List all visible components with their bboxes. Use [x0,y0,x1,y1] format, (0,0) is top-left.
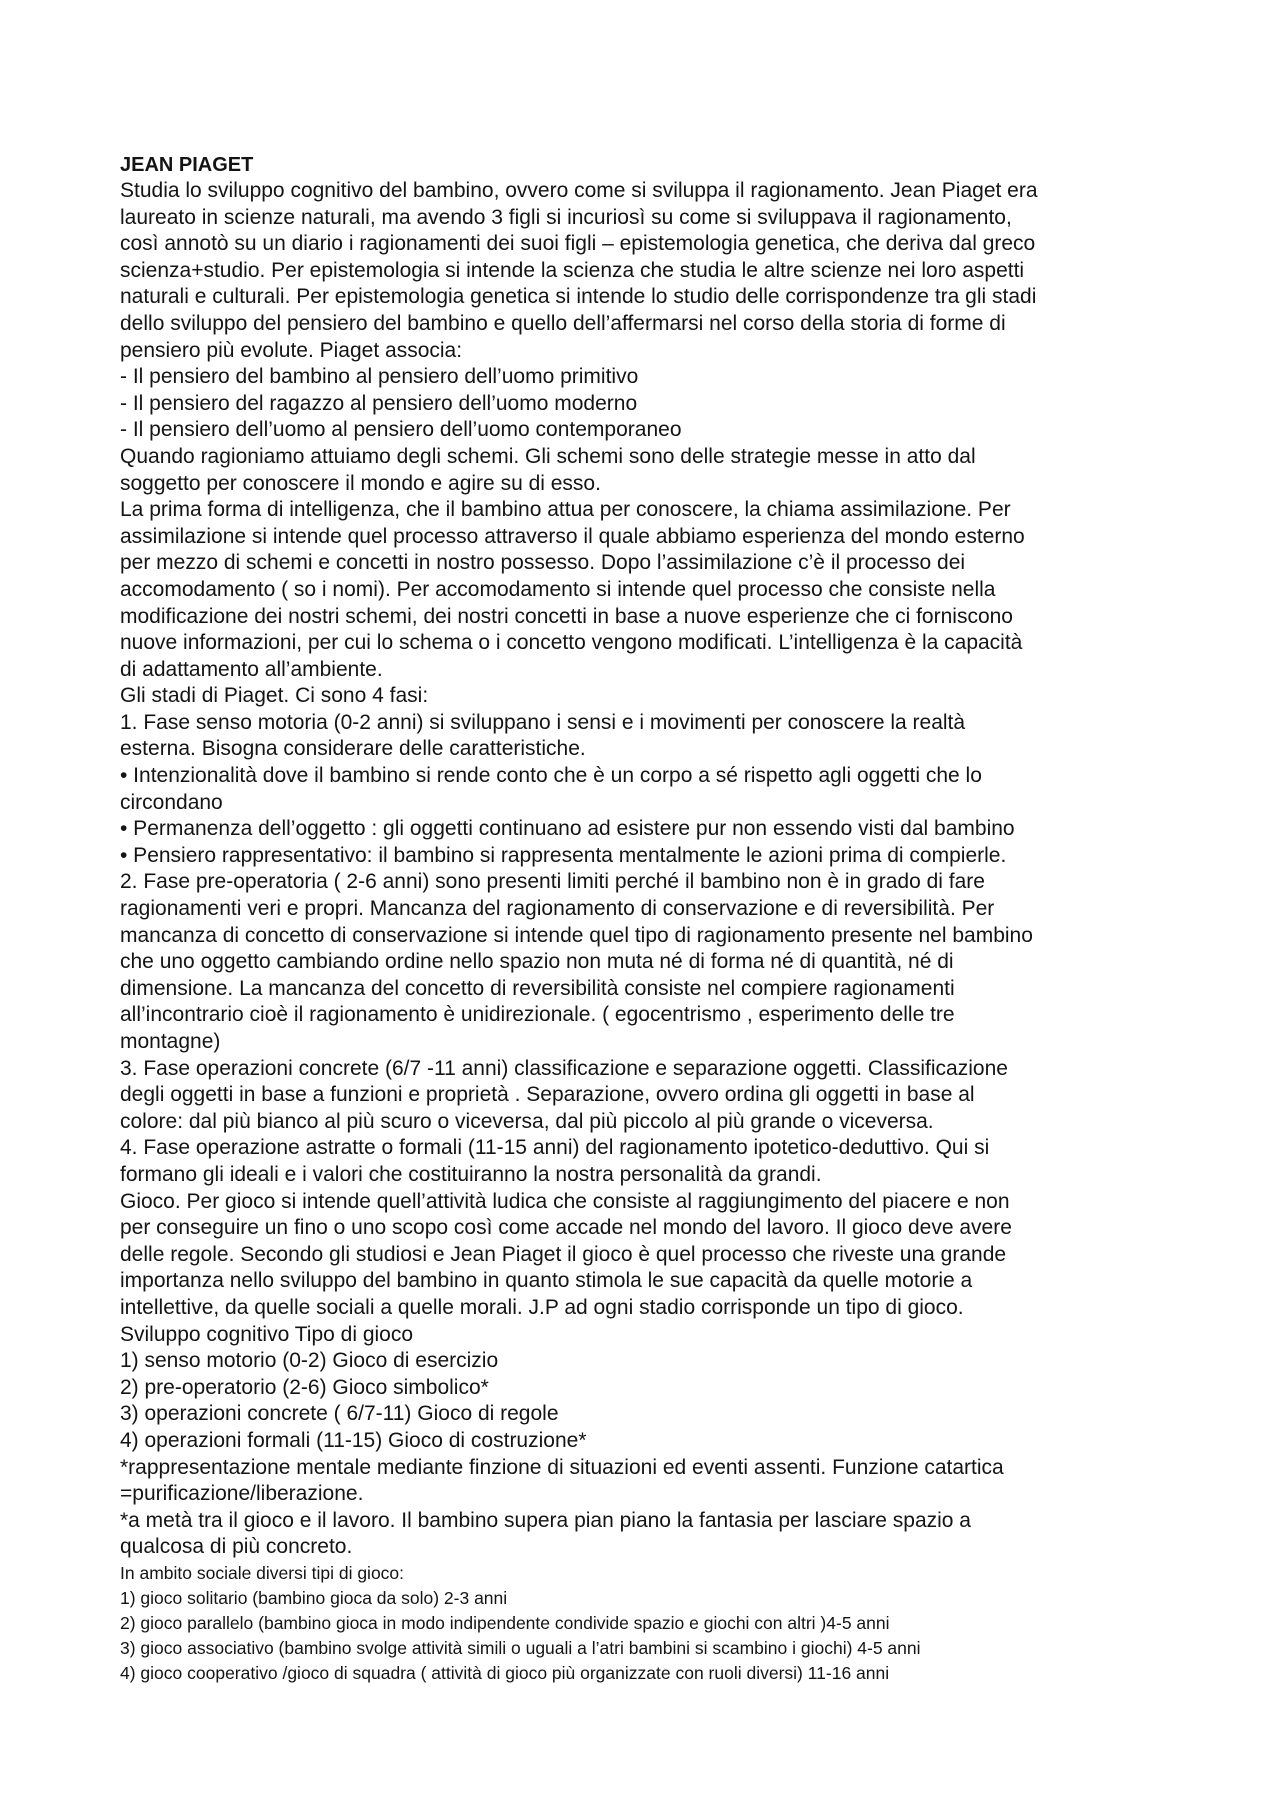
text-line: Studia lo sviluppo cognitivo del bambino, ovvero come si sviluppa il ragionamento. Jean Piaget era [120,179,1038,202]
list-item: 4) gioco cooperativo /gioco di squadra ( attività di gioco più organizzate con ruoli diversi) 11-16 anni [120,1662,890,1683]
page-title: JEAN PIAGET [120,154,254,176]
text-line: qualcosa di più concreto. [120,1535,353,1559]
text-line: che uno oggetto cambiando ordine nello spazio non muta né di forma né di quantità, né di [120,950,954,974]
text-line: nuove informazioni, per cui lo schema o i concetto vengono modificati. L’intelligenza è la capacità [120,631,1023,655]
text-line: 2. Fase pre-operatoria ( 2-6 anni) sono presenti limiti perché il bambino non è in grado di fare [120,870,985,894]
text-line: assimilazione si intende quel processo attraverso il quale abbiamo esperienza del mondo esterno [120,524,1025,548]
text-line: mancanza di concetto di conservazione si intende quel tipo di ragionamento presente nel bambino [120,923,1033,947]
list-item: 2) gioco parallelo (bambino gioca in modo indipendente condivide spazio e giochi con altri )4-5 anni [120,1612,890,1633]
social-play-list [120,1561,1160,1686]
text-line: • Permanenza dell’oggetto : gli oggetti continuano ad esistere pur non essendo visti dal bambino [120,817,1015,841]
list-heading: In ambito sociale diversi tipi di gioco: [120,1562,405,1583]
text-line: 3. Fase operazioni concrete (6/7 -11 anni) classificazione e separazione oggetti. Classificazione [120,1056,1008,1080]
text-line: 4. Fase operazione astratte o formali (11-15 anni) del ragionamento ipotetico-deduttivo. Qui si [120,1136,990,1160]
text-line: accomodamento ( so i nomi). Per accomodamento si intende quel processo che consiste nella [120,577,996,601]
text-line: intellettive, da quelle sociali a quelle morali. J.P ad ogni stadio corrisponde un tipo di gioco. [120,1295,964,1319]
text-line: ragionamenti veri e propri. Mancanza del ragionamento di conservazione e di reversibilità. Per [120,897,995,921]
body-text [120,178,1160,1561]
text-line: dello sviluppo del pensiero del bambino e quello dell’affermarsi nel corso della storia di forme di [120,311,1006,335]
text-line: - Il pensiero del bambino al pensiero dell’uomo primitivo [120,365,639,389]
text-line: pensiero più evolute. Piaget associa: [120,338,463,362]
document-page [120,152,1160,1686]
text-line: soggetto per conoscere il mondo e agire su di esso. [120,471,601,495]
list-item: 3) gioco associativo (bambino svolge attività simili o uguali a l’atri bambini si scambino i giochi) 4-5 anni [120,1637,921,1658]
text-line: per conseguire un fino o uno scopo così come accade nel mondo del lavoro. Il gioco deve avere [120,1216,1012,1240]
text-line: =purificazione/liberazione. [120,1482,364,1506]
text-line: naturali e culturali. Per epistemologia genetica si intende lo studio delle corrispondenze tra gli stadi [120,285,1037,309]
text-line: Gli stadi di Piaget. Ci sono 4 fasi: [120,684,429,708]
text-line: importanza nello sviluppo del bambino in quanto stimola le sue capacità da quelle motorie a [120,1269,973,1293]
text-line: scienza+studio. Per epistemologia si intende la scienza che studia le altre scienze nei loro aspetti [120,258,1025,282]
text-line: per mezzo di schemi e concetti in nostro possesso. Dopo l’assimilazione c’è il processo dei [120,551,966,575]
text-line: 2) pre-operatorio (2-6) Gioco simbolico* [120,1375,489,1399]
text-line: formano gli ideali e i valori che costituiranno la nostra personalità da grandi. [120,1162,822,1186]
text-line: esterna. Bisogna considerare delle caratteristiche. [120,737,586,761]
text-line: *a metà tra il gioco e il lavoro. Il bambino supera pian piano la fantasia per lasciare spazio a [120,1508,971,1532]
text-line: di adattamento all’ambiente. [120,657,383,681]
text-line: • Pensiero rappresentativo: il bambino si rappresenta mentalmente le azioni prima di compierle. [120,843,1007,867]
text-line: 1) senso motorio (0-2) Gioco di esercizio [120,1349,499,1373]
text-line: La prima forma di intelligenza, che il bambino attua per conoscere, la chiama assimilazione. Per [120,498,1011,522]
text-line: delle regole. Secondo gli studiosi e Jean Piaget il gioco è quel processo che riveste una grande [120,1242,1007,1266]
text-line: Quando ragioniamo attuiamo degli schemi. Gli schemi sono delle strategie messe in atto dal [120,444,976,468]
text-line: montagne) [120,1030,221,1053]
text-line: 1. Fase senso motoria (0-2 anni) si sviluppano i sensi e i movimenti per conoscere la realtà [120,710,966,734]
text-line: laureato in scienze naturali, ma avendo 3 figli si incuriosì su come si sviluppava il ragionamento, [120,205,1012,229]
text-line: così annotò su un diario i ragionamenti dei suoi figli – epistemologia genetica, che deriva dal greco [120,232,1036,256]
text-line: colore: dal più bianco al più scuro o viceversa, dal più piccolo al più grande o viceversa. [120,1109,934,1133]
text-line: degli oggetti in base a funzioni e proprietà . Separazione, ovvero ordina gli oggetti in base al [120,1083,975,1107]
text-line: - Il pensiero del ragazzo al pensiero dell’uomo moderno [120,391,638,415]
list-item: 1) gioco solitario (bambino gioca da solo) 2-3 anni [120,1587,508,1608]
text-line: dimensione. La mancanza del concetto di reversibilità consiste nel compiere ragionamenti [120,976,955,1000]
text-line: *rappresentazione mentale mediante finzione di situazioni ed eventi assenti. Funzione catartica [120,1455,1004,1479]
text-line: modificazione dei nostri schemi, dei nostri concetti in base a nuove esperienze che ci forniscono [120,604,1013,628]
text-line: - Il pensiero dell’uomo al pensiero dell’uomo contemporaneo [120,418,682,442]
text-line: 4) operazioni formali (11-15) Gioco di costruzione* [120,1428,587,1452]
text-line: Sviluppo cognitivo Tipo di gioco [120,1322,414,1346]
text-line: Gioco. Per gioco si intende quell’attività ludica che consiste al raggiungimento del piacere e non [120,1189,1010,1213]
text-line: • Intenzionalità dove il bambino si rende conto che è un corpo a sé rispetto agli oggetti che lo [120,764,982,788]
text-line: 3) operazioni concrete ( 6/7-11) Gioco di regole [120,1402,559,1426]
text-line: all’incontrario cioè il ragionamento è unidirezionale. ( egocentrismo , esperimento delle tre [120,1003,955,1027]
text-line: circondano [120,790,223,814]
